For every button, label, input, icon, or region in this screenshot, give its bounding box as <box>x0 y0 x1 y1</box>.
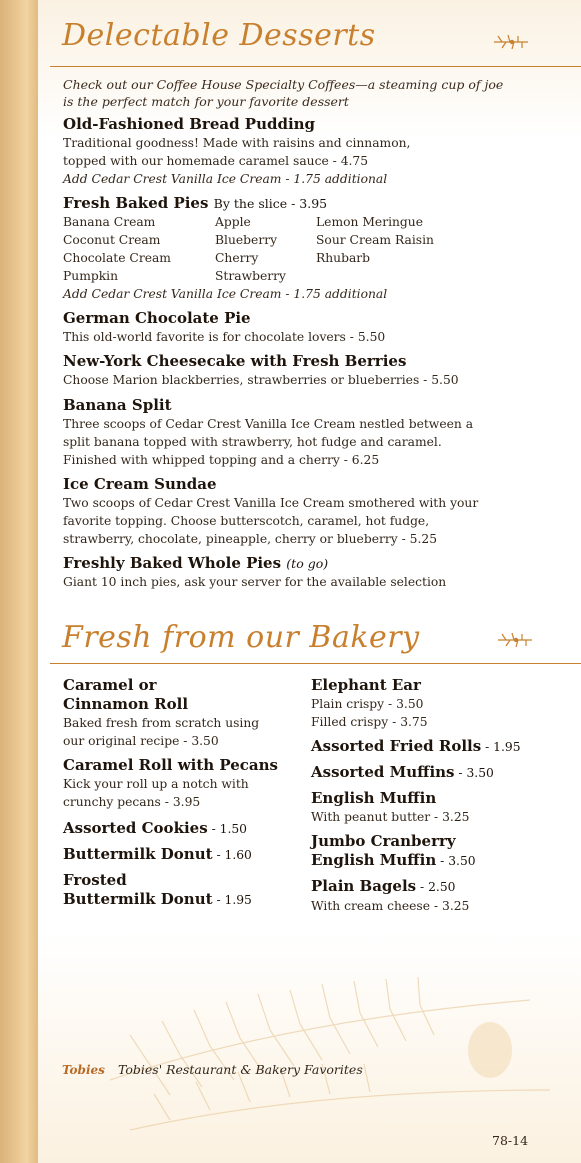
item-title: Elephant Ear <box>311 676 421 694</box>
pie-flavor: Pumpkin <box>63 269 119 283</box>
item-description: Three scoops of Cedar Crest Vanilla Ice Cream nestled between a <box>63 417 474 431</box>
item-description: Filled crispy - 3.75 <box>311 715 428 729</box>
item-description: crunchy pecans - 3.95 <box>63 795 201 809</box>
menu-item-bread-pudding <box>63 115 543 188</box>
item-title: Buttermilk Donut <box>63 845 213 863</box>
menu-item-buttermilk-donut <box>63 845 303 865</box>
pie-list-col1 <box>63 213 171 285</box>
item-description: our original recipe - 3.50 <box>63 734 219 748</box>
item-description: Baked fresh from scratch using <box>63 716 260 730</box>
pie-flavor: Apple <box>215 215 251 229</box>
item-description: Choose Marion blackberries, strawberries or blueberries - 5.50 <box>63 373 459 387</box>
menu-item-ice-cream-sundae <box>63 475 563 548</box>
item-description: Finished with whipped topping and a cherry - 6.25 <box>63 453 380 467</box>
menu-item-english-muffin <box>311 789 571 826</box>
pie-flavor: Cherry <box>215 251 259 265</box>
item-description: With cream cheese - 3.25 <box>311 899 470 913</box>
pie-list-col2 <box>215 213 286 285</box>
item-description: This old-world favorite is for chocolate lovers - 5.50 <box>63 330 386 344</box>
menu-item-plain-bagels <box>311 877 571 915</box>
item-price: - 1.60 <box>212 848 252 862</box>
menu-item-frosted-donut <box>63 871 303 910</box>
item-price: - 2.50 <box>416 880 456 894</box>
item-description: topped with our homemade caramel sauce - 4.75 <box>63 154 369 168</box>
menu-item-caramel-roll <box>63 676 303 750</box>
item-description: Plain crispy - 3.50 <box>311 697 424 711</box>
pie-flavor: Strawberry <box>215 269 286 283</box>
item-title: Banana Split <box>63 396 172 414</box>
menu-item-cheesecake <box>63 352 563 389</box>
item-title-note: (to go) <box>286 556 329 571</box>
bakery-left-column <box>63 676 303 910</box>
pie-flavor: Sour Cream Raisin <box>316 233 434 247</box>
item-title: Jumbo Cranberry <box>311 832 456 850</box>
item-title: German Chocolate Pie <box>63 309 251 327</box>
item-description: Two scoops of Cedar Crest Vanilla Ice Cream smothered with your <box>63 496 479 510</box>
item-price: - 3.50 <box>436 854 476 868</box>
item-price: - 1.95 <box>481 740 521 754</box>
item-note: Add Cedar Crest Vanilla Ice Cream - 1.75 additional <box>63 172 388 186</box>
item-title: Assorted Muffins <box>311 763 455 781</box>
item-price-note: By the slice - 3.95 <box>213 196 328 211</box>
sprig-icon <box>496 630 536 650</box>
item-title: Assorted Cookies <box>63 819 208 837</box>
pies-note: Add Cedar Crest Vanilla Ice Cream - 1.75 additional <box>63 287 388 301</box>
item-title: Old-Fashioned Bread Pudding <box>63 115 316 133</box>
item-title: New-York Cheesecake with Fresh Berries <box>63 352 407 370</box>
item-description: Kick your roll up a notch with <box>63 777 249 791</box>
menu-item-cranberry-muffin <box>311 832 571 871</box>
item-price: - 3.50 <box>454 766 494 780</box>
item-description: Traditional goodness! Made with raisins and cinnamon, <box>63 136 411 150</box>
desserts-intro <box>63 76 533 110</box>
menu-item-whole-pies <box>63 554 563 591</box>
item-description: With peanut butter - 3.25 <box>311 810 470 824</box>
item-title: Assorted Fried Rolls <box>311 737 482 755</box>
menu-item-german-chocolate-pie <box>63 309 543 346</box>
menu-item-elephant-ear <box>311 676 571 731</box>
item-title: Buttermilk Donut <box>63 890 213 908</box>
item-title: Freshly Baked Whole Pies <box>63 554 282 572</box>
item-title: English Muffin <box>311 789 437 807</box>
item-description: strawberry, chocolate, pineapple, cherry or blueberry - 5.25 <box>63 532 438 546</box>
item-title: Frosted <box>63 871 127 889</box>
item-title: Caramel or <box>63 676 157 694</box>
item-title: English Muffin <box>311 851 437 869</box>
bakery-rule <box>50 663 581 664</box>
sprig-icon <box>492 32 532 52</box>
item-description: favorite topping. Choose butterscotch, caramel, hot fudge, <box>63 514 430 528</box>
left-decorative-strip <box>0 0 38 1163</box>
pie-flavor: Blueberry <box>215 233 278 247</box>
pie-flavor: Chocolate Cream <box>63 251 171 265</box>
menu-item-cookies <box>63 819 303 839</box>
intro-line: is the perfect match for your favorite dessert <box>63 94 349 109</box>
tobies-logo: Tobies <box>62 1063 105 1077</box>
intro-line: Check out our Coffee House Specialty Coffees—a steaming cup of joe <box>63 77 504 92</box>
pie-flavor: Rhubarb <box>316 251 371 265</box>
menu-item-muffins <box>311 763 571 783</box>
pie-flavor: Coconut Cream <box>63 233 161 247</box>
footer-caption: Tobies' Restaurant & Bakery Favorites <box>118 1062 363 1077</box>
item-title: Plain Bagels <box>311 877 417 895</box>
item-title: Cinnamon Roll <box>63 695 189 713</box>
item-price: - 1.95 <box>212 893 252 907</box>
menu-item-pies <box>63 194 543 213</box>
menu-item-fried-rolls <box>311 737 571 757</box>
item-title: Ice Cream Sundae <box>63 475 217 493</box>
item-title: Fresh Baked Pies <box>63 194 209 212</box>
item-price: - 1.50 <box>207 822 248 836</box>
bakery-right-column <box>311 676 571 915</box>
menu-item-banana-split <box>63 396 563 469</box>
bakery-heading: Fresh from our Bakery <box>62 620 420 655</box>
pie-list-col3 <box>316 213 434 267</box>
page-number: 78-14 <box>492 1133 529 1148</box>
item-description: Giant 10 inch pies, ask your server for the available selection <box>63 575 447 589</box>
menu-item-pecan-roll <box>63 756 303 811</box>
desserts-rule <box>50 66 581 67</box>
pie-flavor: Banana Cream <box>63 215 156 229</box>
pine-branch-illustration <box>90 960 570 1160</box>
item-description: split banana topped with strawberry, hot fudge and caramel. <box>63 435 442 449</box>
item-title: Caramel Roll with Pecans <box>63 756 278 774</box>
pie-flavor: Lemon Meringue <box>316 215 424 229</box>
desserts-heading: Delectable Desserts <box>62 18 376 53</box>
